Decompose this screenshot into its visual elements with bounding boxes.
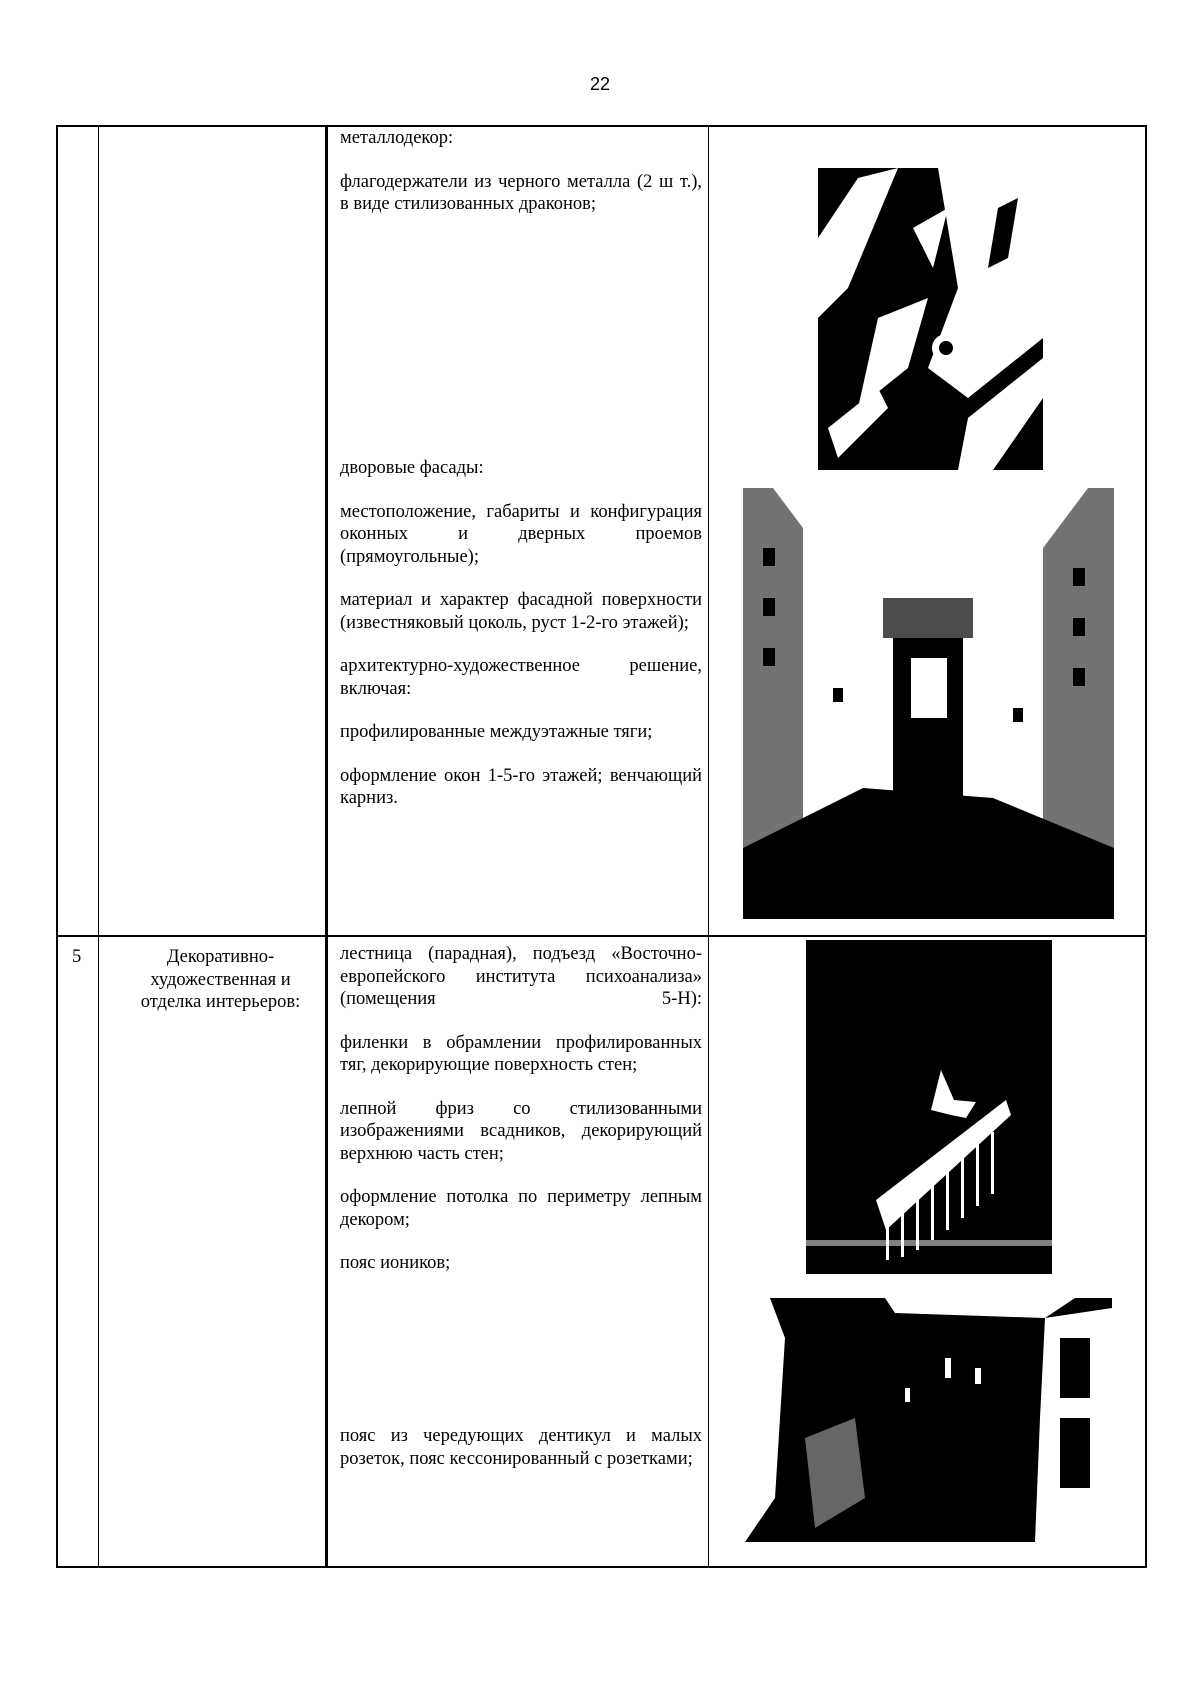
row-prev-description-bottom <box>340 457 702 831</box>
photo-staircase-hall <box>745 1298 1112 1542</box>
photo-courtyard-facades <box>743 488 1114 919</box>
photo-flag-holder-dragon <box>818 168 1043 470</box>
paragraph: пояс иоников; <box>340 1253 451 1273</box>
table-border-right <box>1145 125 1147 1568</box>
paragraph: пояс из чередующих дентикул и малых розеток, пояс кессонированный с розетками; <box>340 1426 702 1469</box>
paragraph: оформление окон 1-5-го этажей; венчающий карниз. <box>340 765 702 808</box>
paragraph: металлодекор: <box>340 128 454 148</box>
table-row-divider <box>56 935 1147 937</box>
paragraph: профилированные междуэтажные тяги; <box>340 722 653 742</box>
table-col-divider-1 <box>98 125 99 1568</box>
paragraph: материал и характер фасадной поверхности (известняковый цоколь, руст 1-2-го этажей); <box>340 590 702 633</box>
row5-description-bottom <box>340 1425 702 1491</box>
paragraph: лестница (парадная), подъезд «Восточно-европейского института психоанализа» (помещения 5-Н): <box>340 944 702 1009</box>
row-number: 5 <box>72 947 82 967</box>
page-number: 22 <box>589 74 611 94</box>
paragraph: архитектурно-художественное решение, включая: <box>340 656 702 699</box>
table-border-bottom <box>56 1566 1147 1568</box>
table-border-left <box>56 125 58 1568</box>
row5-description-top <box>340 943 702 1296</box>
paragraph: местоположение, габариты и конфигурация оконных и дверных проемов (прямоугольные); <box>340 501 702 567</box>
table-col-divider-3 <box>708 125 709 1568</box>
paragraph: оформление потолка по периметру лепным декором; <box>340 1187 702 1230</box>
paragraph: лепной фриз со стилизованными изображениями всадников, декорирующий верхнюю часть стен; <box>340 1098 702 1164</box>
table-col-divider-2 <box>325 125 328 1568</box>
paragraph: филенки в обрамлении профилированных тяг, декорирующие поверхность стен; <box>340 1032 702 1075</box>
photo-staircase-frieze <box>806 940 1052 1274</box>
row-prev-description-top <box>340 127 702 237</box>
row-name: Декоративно-художественная и отделка интерьеров: <box>140 947 301 1012</box>
paragraph: дворовые фасады: <box>340 458 484 478</box>
paragraph: флагодержатели из черного металла (2 ш т.), в виде стилизованных драконов; <box>340 171 702 214</box>
